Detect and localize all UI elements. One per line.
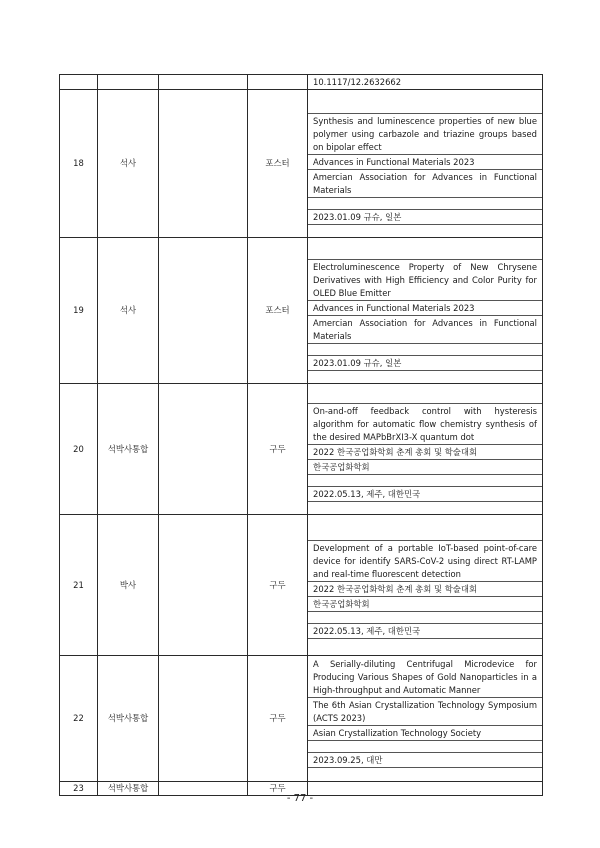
table-row	[60, 90, 543, 238]
empty-line	[308, 741, 542, 753]
paper-title: A Serially-diluting Centrifugal Microdevice for Producing Various Shapes of Gold Nanoparticles in a High-throughput and Automatic Manner	[308, 657, 542, 698]
organizer: Amercian Association for Advances in Functional Materials	[308, 316, 542, 344]
empty-line	[308, 371, 542, 383]
presentation-type: 구두	[248, 515, 308, 656]
degree-cell: 박사	[98, 515, 159, 656]
spacer-line	[308, 90, 542, 114]
blank-cell	[159, 656, 248, 782]
date-place: 2023.01.09 규슈, 일본	[308, 356, 542, 371]
row-number: 19	[60, 238, 98, 384]
row-number: 18	[60, 90, 98, 238]
presentation-type: 포스터	[248, 90, 308, 238]
doi-text: 10.1117/12.2632662	[313, 77, 402, 87]
table-row-continued	[60, 75, 543, 90]
presentation-type: 구두	[248, 656, 308, 782]
presentation-type: 포스터	[248, 238, 308, 384]
empty-line	[308, 475, 542, 487]
table-row	[60, 384, 543, 515]
empty-line	[308, 768, 542, 780]
spacer-line	[308, 238, 542, 260]
conference-name: Advances in Functional Materials 2023	[308, 301, 542, 316]
organizer: 한국공업화학회	[308, 597, 542, 612]
empty-line	[308, 344, 542, 356]
table-row	[60, 238, 543, 384]
paper-title: Development of a portable IoT-based point-of-care device for identify SARS-CoV-2 using direct RT-LAMP and real-time fluorescent detection	[308, 541, 542, 582]
blank-cell	[159, 384, 248, 515]
col-degree	[98, 75, 159, 90]
blank-cell	[159, 515, 248, 656]
paper-title: On-and-off feedback control with hysteresis algorithm for automatic flow chemistry synthesis of the desired MAPbBrXI3-X quantum dot	[308, 404, 542, 445]
conference-name: 2022 한국공업화학회 춘계 총회 및 학술대회	[308, 445, 542, 460]
col-details	[308, 75, 543, 90]
degree-cell: 석박사통합	[98, 656, 159, 782]
details-cell	[308, 90, 543, 238]
degree-cell: 석박사통합	[98, 782, 159, 796]
empty-line	[308, 612, 542, 624]
empty-line	[308, 225, 542, 237]
paper-title: Electroluminescence Property of New Chrysene Derivatives with High Efficiency and Color Purity for OLED Blue Emitter	[308, 260, 542, 301]
page-number: - 77 -	[286, 793, 314, 804]
empty-line	[308, 198, 542, 210]
details-cell	[308, 656, 543, 782]
presentation-type: 구두	[248, 384, 308, 515]
col-type	[248, 75, 308, 90]
row-number: 23	[60, 782, 98, 796]
conference-name: The 6th Asian Crystallization Technology Symposium (ACTS 2023)	[308, 698, 542, 726]
conference-name: Advances in Functional Materials 2023	[308, 155, 542, 170]
spacer-line	[308, 519, 542, 541]
blank-cell	[159, 238, 248, 384]
table-row	[60, 515, 543, 656]
presentation-table	[59, 74, 543, 796]
organizer: Amercian Association for Advances in Functional Materials	[308, 170, 542, 198]
organizer: 한국공업화학회	[308, 460, 542, 475]
blank-cell	[159, 90, 248, 238]
empty-line	[308, 639, 542, 651]
col-no	[60, 75, 98, 90]
col-blank	[159, 75, 248, 90]
degree-cell: 석박사통합	[98, 384, 159, 515]
table-row	[60, 656, 543, 782]
organizer: Asian Crystallization Technology Society	[308, 726, 542, 741]
paper-title: Synthesis and luminescence properties of new blue polymer using carbazole and triazine groups based on bipolar effect	[308, 114, 542, 155]
row-number: 22	[60, 656, 98, 782]
degree-cell: 석사	[98, 90, 159, 238]
details-cell	[308, 384, 543, 515]
presentation-type: 구두	[248, 782, 308, 796]
spacer-line	[308, 384, 542, 404]
date-place: 2023.09.25, 대만	[308, 753, 542, 768]
details-cell	[308, 238, 543, 384]
row-number: 20	[60, 384, 98, 515]
degree-cell: 석사	[98, 238, 159, 384]
conference-name: 2022 한국공업화학회 춘계 총회 및 학술대회	[308, 582, 542, 597]
date-place: 2022.05.13, 제주, 대한민국	[308, 487, 542, 502]
date-place: 2023.01.09 규슈, 일본	[308, 210, 542, 225]
date-place: 2022.05.13, 제주, 대한민국	[308, 624, 542, 639]
details-cell	[308, 515, 543, 656]
empty-line	[308, 502, 542, 514]
row-number: 21	[60, 515, 98, 656]
